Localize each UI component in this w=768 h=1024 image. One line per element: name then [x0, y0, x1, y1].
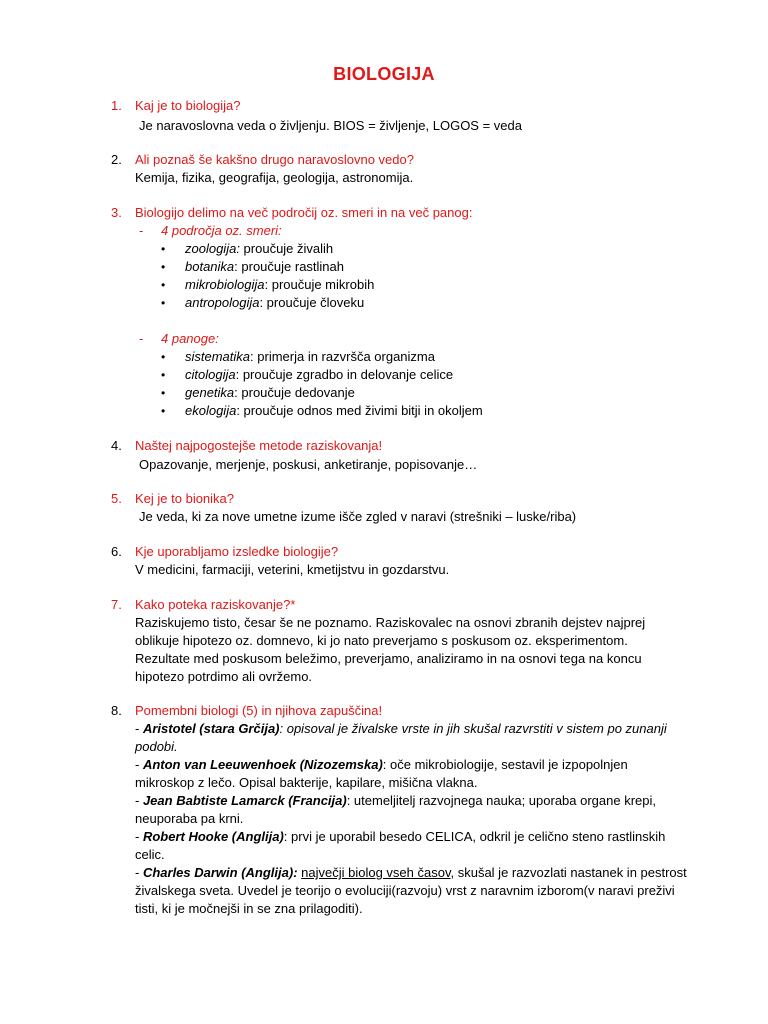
- list-item: [185, 258, 344, 276]
- areas-title: 4 področja oz. smeri:: [161, 223, 282, 238]
- biologist-lamarck-cont: neuporaba pa krni.: [135, 811, 244, 826]
- term: zoologija:: [185, 241, 240, 256]
- branches-title: 4 panoge:: [161, 331, 219, 346]
- question-3: Biologijo delimo na več področij oz. smeri in na več panog:: [135, 205, 473, 220]
- question-4: Naštej najpogostejše metode raziskovanja!: [135, 438, 383, 453]
- question-number-5: 5.: [111, 491, 122, 506]
- bullet: •: [161, 278, 166, 292]
- description: : proučuje človeku: [259, 295, 365, 310]
- dash-marker: -: [139, 223, 144, 238]
- description: : proučuje mikrobih: [264, 277, 375, 292]
- term: citologija: [185, 367, 236, 382]
- biologist-hooke: - Robert Hooke (Anglija): prvi je uporabil besedo CELICA, odkril je celično steno rastlinskih: [135, 829, 666, 844]
- question-number-8: 8.: [111, 703, 122, 718]
- biologist-aristotle-cont: podobi.: [135, 739, 178, 754]
- term: botanika: [185, 259, 235, 274]
- question-number-6: 6.: [111, 544, 122, 559]
- biologist-darwin-cont: živalskega sveta. Uvedel je teorijo o evoluciji(razvoju) vrst z naravnim izborom(v naravi preživi: [135, 883, 675, 898]
- page-title: BIOLOGIJA: [333, 64, 435, 84]
- biologist-name: Jean Babtiste Lamarck (Francija): [142, 793, 347, 808]
- term: sistematika: [185, 349, 251, 364]
- answer-1: Je naravoslovna veda o življenju. BIOS = življenje, LOGOS = veda: [139, 118, 522, 133]
- biologist-name: Robert Hooke (Anglija): [142, 829, 284, 844]
- biologist-name: Aristotel (stara Grčija): [142, 721, 280, 736]
- term: genetika: [185, 385, 235, 400]
- question-number-1: 1.: [111, 98, 122, 113]
- dash-marker: -: [139, 331, 144, 346]
- answer-6: V medicini, farmaciji, veterini, kmetijstvu in gozdarstvu.: [135, 562, 450, 577]
- term: mikrobiologija: [185, 277, 265, 292]
- question-number-3: 3.: [111, 205, 122, 220]
- question-number-4: 4.: [111, 438, 122, 453]
- biologist-name: Anton van Leeuwenhoek (Nizozemska): [142, 757, 383, 772]
- answer-7-line: hipotezo potrdimo ali ovržemo.: [135, 669, 313, 684]
- biologist-name: Charles Darwin (Anglija):: [142, 865, 298, 880]
- bullet: •: [161, 260, 166, 274]
- description: : proučuje zgradbo in delovanje celice: [235, 367, 454, 382]
- biologist-lamarck: - Jean Babtiste Lamarck (Francija): utemeljitelj razvojnega nauka; uporaba organe krepi,: [135, 793, 657, 808]
- list-item: [185, 366, 453, 384]
- biologist-darwin-cont: tisti, ki je močnejši in se zna prilagoditi).: [135, 901, 363, 916]
- bullet: •: [161, 368, 166, 382]
- question-number-2: 2.: [111, 152, 122, 167]
- biologist-aristotle: - Aristotel (stara Grčija): opisoval je živalske vrste in jih skušal razvrstiti v sistem po zunanji: [135, 721, 667, 736]
- list-item: [185, 384, 355, 402]
- answer-5: Je veda, ki za nove umetne izume išče zgled v naravi (strešniki – luske/riba): [139, 509, 577, 524]
- answer-7-line: Raziskujemo tisto, česar še ne poznamo. Raziskovalec na osnovi zbranih dejstev najprej: [135, 615, 646, 630]
- question-1: Kaj je to biologija?: [135, 98, 241, 113]
- bullet: •: [161, 296, 166, 310]
- answer-4: Opazovanje, merjenje, poskusi, anketiranje, popisovanje…: [139, 457, 478, 472]
- biologist-leeuwenhoek: - Anton van Leeuwenhoek (Nizozemska): oče mikrobiologije, sestavil je izpopolnjen: [135, 757, 628, 772]
- answer-2: Kemija, fizika, geografija, geologija, astronomija.: [135, 170, 414, 185]
- description: : proučuje rastlinah: [234, 259, 344, 274]
- question-7: Kako poteka raziskovanje?*: [135, 597, 296, 612]
- question-2: Ali poznaš še kakšno drugo naravoslovno vedo?: [135, 152, 414, 167]
- list-item: [185, 294, 364, 312]
- bullet: •: [161, 242, 166, 256]
- list-item: [185, 240, 333, 258]
- term: antropologija: [185, 295, 260, 310]
- question-6: Kje uporabljamo izsledke biologije?: [135, 544, 339, 559]
- biologist-leeuwenhoek-cont: mikroskop z lečo. Opisal bakterije, kapilare, mišična vlakna.: [135, 775, 478, 790]
- question-8: Pomembni biologi (5) in njihova zapuščina!: [135, 703, 383, 718]
- bullet: •: [161, 386, 166, 400]
- answer-7-line: Rezultate med poskusom beležimo, preverjamo, analiziramo in na osnovi tega na koncu: [135, 651, 642, 666]
- biologist-darwin: - Charles Darwin (Anglija): največji biolog vseh časov, skušal je razvozlati nastanek in pestrost: [135, 865, 687, 880]
- list-item: [185, 348, 435, 366]
- question-5: Kej je to bionika?: [135, 491, 235, 506]
- description: proučuje živalih: [239, 241, 334, 256]
- description: : primerja in razvršča organizma: [250, 349, 435, 364]
- underlined-phrase: največji biolog vseh časov: [301, 865, 451, 880]
- list-item: [185, 402, 483, 420]
- description: : proučuje dedovanje: [234, 385, 355, 400]
- question-number-7: 7.: [111, 597, 122, 612]
- description: : proučuje odnos med živimi bitji in okoljem: [236, 403, 483, 418]
- answer-7-line: oblikuje hipotezo oz. domnevo, ki jo nato preverjamo s poskusom oz. eksperimentom.: [135, 633, 628, 648]
- term: ekologija: [185, 403, 237, 418]
- biologist-hooke-cont: celic.: [135, 847, 165, 862]
- list-item: [185, 276, 374, 294]
- bullet: •: [161, 404, 166, 418]
- bullet: •: [161, 350, 166, 364]
